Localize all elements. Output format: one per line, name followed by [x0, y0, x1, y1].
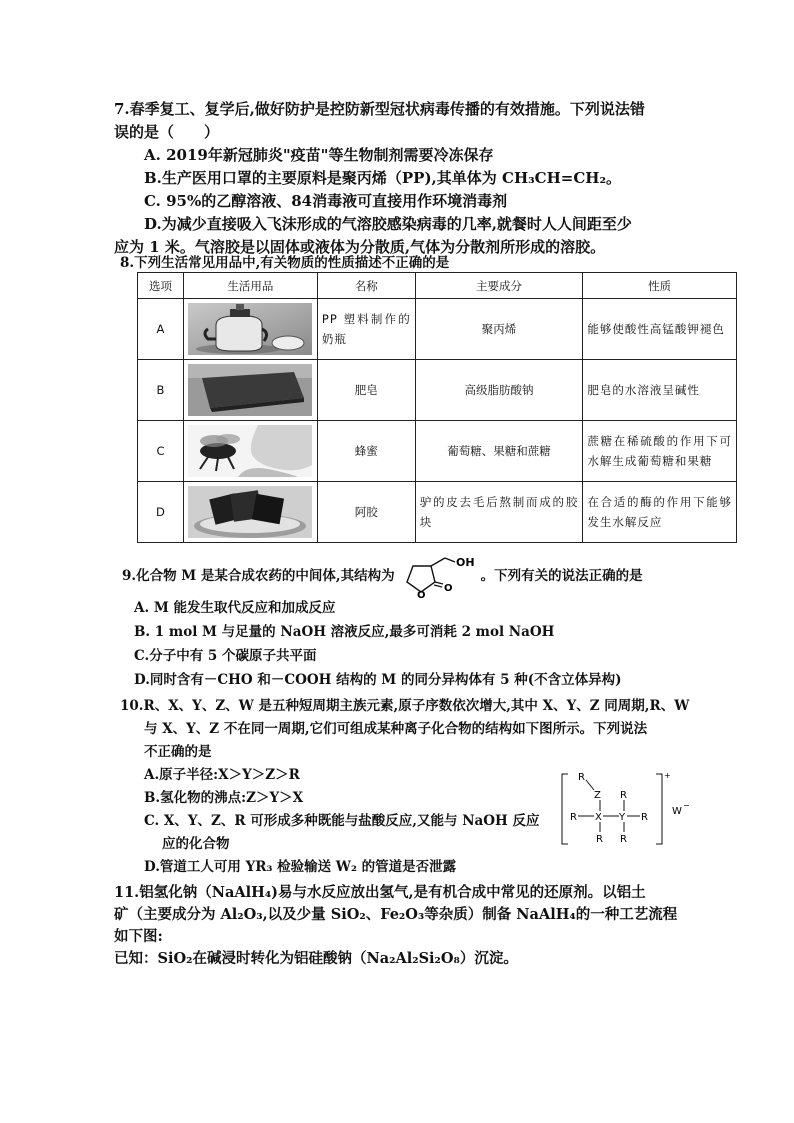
atom-z: Z	[594, 790, 601, 801]
q7-option-b: B.生产医用口罩的主要原料是聚丙烯（PP),其单体为 CH₃CH=CH₂。	[144, 169, 622, 187]
question-7	[114, 98, 684, 259]
q9-option-b: B. 1 mol M 与足量的 NaOH 溶液反应,最多可消耗 2 mol NaOH	[134, 624, 555, 640]
row-component: 高级脂肪酸钠	[415, 360, 583, 421]
atom-r: R	[620, 790, 627, 801]
q7-option-d: D.为减少直接吸入飞沫形成的气溶胶感染病毒的几率,就餐时人人间距至少	[144, 215, 632, 233]
row-name: 阿胶	[317, 482, 415, 543]
atom-r: R	[620, 834, 627, 845]
bee-honey-photo	[188, 425, 312, 477]
table-row	[138, 421, 737, 482]
soap-photo	[188, 364, 312, 416]
table-row	[138, 482, 737, 543]
table-row	[138, 360, 737, 421]
atom-r: R	[641, 812, 648, 823]
q11-line2: 矿（主要成分为 Al₂O₃,以及少量 SiO₂、Fe₂O₃等杂质）制备 NaAlH₄的一种工艺流程	[114, 906, 678, 923]
atom-r: R	[596, 834, 603, 845]
row-component: 聚丙烯	[415, 299, 583, 360]
q11-line1: 11.铝氢化钠（NaAlH₄)易与水反应放出氢气,是有机合成中常见的还原剂。以铝土	[114, 884, 646, 901]
q11-line4: 已知：SiO₂在碱浸时转化为铝硅酸钠（Na₂Al₂Si₂O₈）沉淀。	[114, 950, 518, 967]
q10-option-a: A.原子半径:X＞Y＞Z＞R	[144, 767, 300, 783]
row-option: B	[138, 360, 184, 421]
atom-r: R	[578, 772, 585, 783]
q9-option-d: D.同时含有－CHO 和－COOH 结构的 M 的同分异构体有 5 种(不含立体异构)	[134, 672, 622, 688]
row-option: C	[138, 421, 184, 482]
atom-w: W	[672, 806, 682, 817]
row-component: 驴的皮去毛后熬制而成的胶块	[415, 482, 583, 543]
row-option: D	[138, 482, 184, 543]
q9-stem-pre: 9.化合物 M 是某合成农药的中间体,其结构为	[122, 568, 395, 584]
q9-option-a: A. M 能发生取代反应和加成反应	[134, 600, 336, 616]
ionic-compound-structure	[560, 770, 720, 850]
row-property: 能够使酸性高锰酸钾褪色	[583, 299, 737, 360]
mol-oh-label: OH	[455, 556, 475, 569]
header-property: 性质	[583, 273, 737, 299]
header-item: 生活用品	[183, 273, 317, 299]
q7-stem-line2: 误的是（ ）	[114, 123, 220, 141]
atom-x: X	[595, 812, 602, 823]
question-11	[114, 882, 734, 970]
q9-stem	[122, 556, 742, 596]
donkey-gelatin-photo	[188, 486, 312, 538]
row-option: A	[138, 299, 184, 360]
lactone-structure	[399, 554, 477, 598]
q10-stem-line2: 与 X、Y、Z 不在同一周期,它们可组成某种离子化合物的结构如下图所示。下列说法	[144, 721, 648, 737]
row-name: 蜂蜜	[317, 421, 415, 482]
atom-r: R	[570, 812, 577, 823]
q10-option-b: B.氢化物的沸点:Z＞Y＞X	[144, 790, 304, 806]
row-component: 葡萄糖、果糖和蔗糖	[415, 421, 583, 482]
atom-y: Y	[619, 812, 626, 823]
header-component: 主要成分	[415, 273, 583, 299]
mol-ring-o: O	[416, 590, 426, 598]
q10-option-c: C. X、Y、Z、R 可形成多种既能与盐酸反应,又能与 NaOH 反应	[144, 813, 540, 829]
q8-title: 8.下列生活常见用品中,有关物质的性质描述不正确的是	[120, 255, 450, 271]
q11-line3: 如下图:	[114, 928, 163, 945]
row-property: 肥皂的水溶液呈碱性	[583, 360, 737, 421]
charge-minus: −	[683, 801, 690, 810]
q7-option-d-continued: 应为 1 米。气溶胶是以固体或液体为分散质,气体为分散剂所形成的溶胶。	[114, 238, 606, 256]
q10-option-d: D.管道工人可用 YR₃ 检验输送 W₂ 的管道是否泄露	[144, 859, 457, 875]
q10-stem-line3: 不正确的是	[144, 744, 212, 760]
question-9	[122, 556, 742, 692]
header-name: 名称	[317, 273, 415, 299]
q7-option-c: C. 95%的乙醇溶液、84消毒液可直接用作环境消毒剂	[144, 192, 508, 210]
q7-stem-line1: 7.春季复工、复学后,做好防护是控防新型冠状病毒传播的有效措施。下列说法错	[114, 100, 645, 118]
table-header-row	[138, 273, 737, 299]
q9-option-c: C.分子中有 5 个碳原子共平面	[134, 648, 317, 664]
row-name: PP 塑料制作的奶瓶	[317, 299, 415, 360]
q7-option-a: A. 2019年新冠肺炎"疫苗"等生物制剂需要冷冻保存	[144, 146, 494, 164]
row-property: 蔗糖在稀硫酸的作用下可水解生成葡萄糖和果糖	[583, 421, 737, 482]
header-option: 选项	[138, 273, 184, 299]
baby-bottle-photo	[188, 303, 312, 355]
q9-stem-post: 。下列有关的说法正确的是	[480, 568, 643, 584]
row-name: 肥皂	[317, 360, 415, 421]
mol-carbonyl-o: O	[443, 583, 453, 594]
table-row	[138, 299, 737, 360]
charge-plus: +	[664, 771, 671, 780]
q8-table	[137, 272, 737, 543]
row-property: 在合适的酶的作用下能够发生水解反应	[583, 482, 737, 543]
q10-option-c-continued: 应的化合物	[162, 836, 230, 852]
q10-stem-line1: 10.R、X、Y、Z、W 是五种短周期主族元素,原子序数依次增大,其中 X、Y、Z 同周期,R、W	[120, 698, 690, 714]
